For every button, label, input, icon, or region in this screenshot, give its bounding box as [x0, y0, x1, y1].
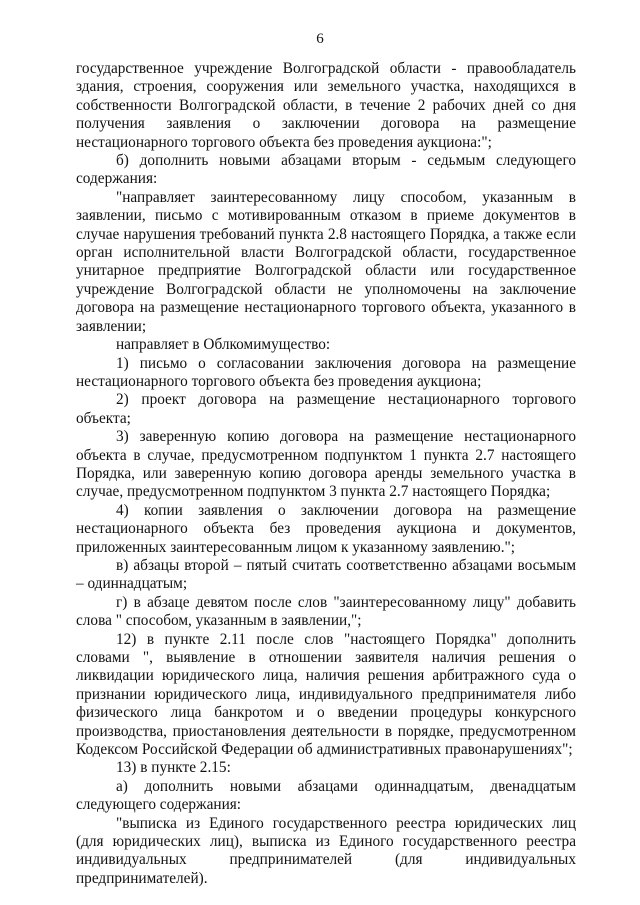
paragraph-11: 12) в пункте 2.11 после слов "настоящего Порядка" дополнить словами ", выявление в отношении заявителя наличия решения о ликвидации юридического лица, наличия решения арбитражного суда о признании юридического лица, индивидуального предпринимателя либо физического лица банкротом и о введении процедуры конкурсного производства, приостановления деятельности в порядке, предусмотренном Кодексом Российской Федерации об административных правонарушениях"; [76, 630, 576, 759]
paragraph-14: "выписка из Единого государственного реестра юридических лиц (для юридических лиц), выписка из Единого государственного реестра индивидуальных предпринимателей (для индивидуальных предпринимателей). [76, 814, 576, 887]
paragraph-10: г) в абзаце девятом после слов "заинтересованному лицу" добавить слова " способом, указанным в заявлении,"; [76, 593, 576, 630]
paragraph-7: 3) заверенную копию договора на размещение нестационарного объекта в случае, предусмотренном подпунктом 1 пункта 2.7 настоящего Порядка, или заверенную копию договора аренды земельного участка в случае, предусмотренном подпунктом 3 пункта 2.7 настоящего Порядка; [76, 428, 576, 501]
document-body [76, 60, 576, 888]
paragraph-1: государственное учреждение Волгоградской области - правообладатель здания, строения, сооружения или земельного участка, находящихся в собственности Волгоградской области, в течение 2 рабочих дней со дня получения заявления о заключении договора на размещение нестационарного торгового объекта без проведения аукциона:"; [76, 60, 576, 151]
paragraph-13: а) дополнить новыми абзацами одиннадцатым, двенадцатым следующего содержания: [76, 777, 576, 814]
paragraph-5: 1) письмо о согласовании заключения договора на размещение нестационарного торгового объекта без проведения аукциона; [76, 354, 576, 390]
page-number: 6 [316, 31, 324, 47]
paragraph-6: 2) проект договора на размещение нестационарного торгового объекта; [76, 391, 576, 427]
paragraph-12: 13) в пункте 2.15: [116, 759, 231, 777]
paragraph-8: 4) копии заявления о заключении договора на размещение нестационарного объекта без проведения аукциона и документов, приложенных заинтересованным лицом к указанному заявлению."; [76, 501, 576, 556]
paragraph-9: в) абзацы второй – пятый считать соответственно абзацами восьмым – одиннадцатым; [76, 556, 576, 593]
paragraph-2: б) дополнить новыми абзацами вторым - седьмым следующего содержания: [76, 152, 576, 188]
paragraph-4: направляет в Облкомимущество: [116, 336, 331, 354]
paragraph-3: "направляет заинтересованному лицу способом, указанным в заявлении, письмо с мотивированным отказом в приеме документов в случае нарушения требований пункта 2.8 настоящего Порядка, а также если орган исполнительной власти Волгоградской области, государственное унитарное предприятие Волгоградской области или государственное учреждение Волгоградской области не уполномочены на заключение договора на размещение нестационарного торгового объекта, указанного в заявлении; [76, 188, 576, 335]
